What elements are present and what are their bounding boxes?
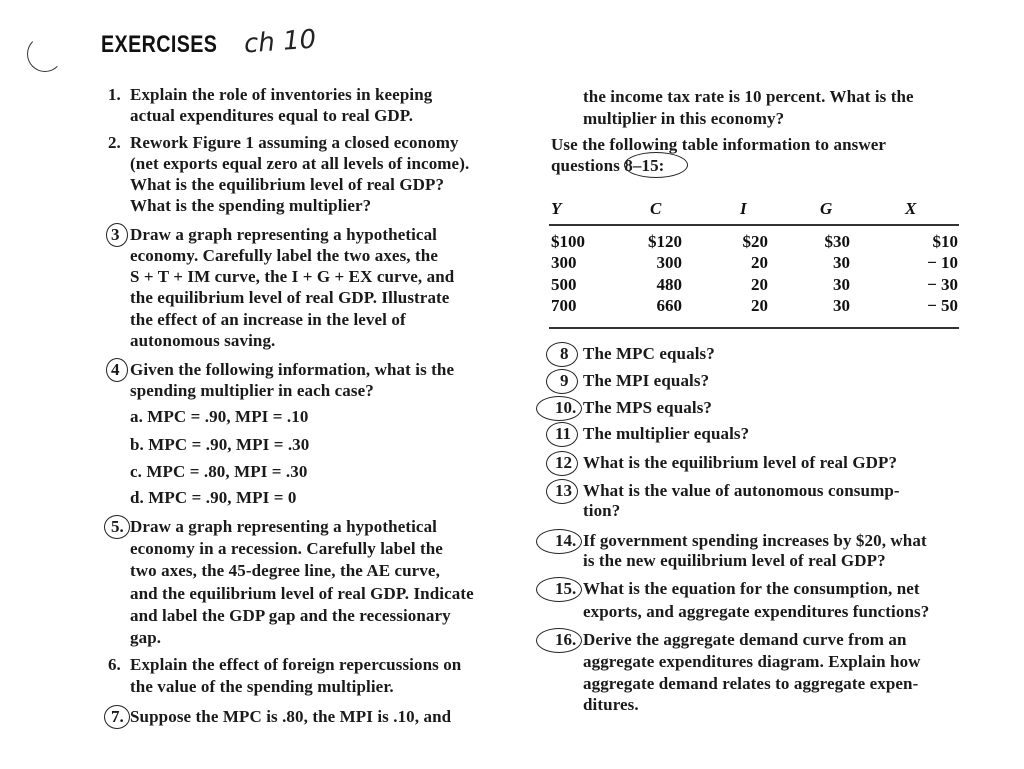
hand-drawn-circle [104, 705, 130, 729]
exercise-text-line: two axes, the 45-degree line, the AE curve, [130, 561, 440, 580]
table-cell: 300 [656, 253, 682, 272]
exercise-text-line: Suppose the MPC is .80, the MPI is .10, and [130, 707, 452, 726]
table-cell: $120 [648, 232, 682, 251]
question-text-line: is the new equilibrium level of real GDP? [583, 551, 886, 570]
table-header: Y [551, 199, 562, 218]
table-cell: 700 [551, 296, 577, 315]
exercise-text-line: autonomous saving. [130, 331, 276, 350]
question-number: 11 [555, 424, 572, 443]
hand-drawn-circle [546, 422, 578, 447]
hand-drawn-circle [536, 577, 582, 602]
exercise-text-line: a. MPC = .90, MPI = .10 [130, 407, 309, 426]
table-header: X [905, 199, 917, 218]
table-intro-line: Use the following table information to answer [551, 135, 887, 154]
hand-drawn-circle [106, 358, 128, 382]
exercise-text-line: multiplier in this economy? [583, 109, 785, 128]
table-cell: 20 [751, 275, 768, 294]
question-number: 8 [560, 344, 569, 363]
table-cell: 30 [833, 253, 850, 272]
question-number: 9 [560, 371, 569, 390]
table-header: C [650, 199, 662, 218]
exercise-text-line: S + T + IM curve, the I + G + EX curve, and [130, 267, 455, 286]
exercise-text-line: (net exports equal zero at all levels of income). [130, 154, 470, 173]
table-cell: 480 [656, 275, 682, 294]
exercise-text-line: d. MPC = .90, MPI = 0 [130, 488, 297, 507]
question-number: 14. [555, 531, 577, 550]
table-header: I [740, 199, 747, 218]
question-number: 15. [555, 579, 577, 598]
table-intro-line: questions 8–15: [551, 156, 665, 175]
question-text-line: The MPS equals? [583, 398, 713, 417]
exercise-text-line: Rework Figure 1 assuming a closed economy [130, 133, 459, 152]
exercise-text-line: the effect of an increase in the level of [130, 310, 406, 329]
table-cell: 20 [751, 296, 768, 315]
question-text-line: What is the value of autonomous consump- [583, 481, 900, 500]
question-text-line: The MPI equals? [583, 371, 710, 390]
exercise-text-line: c. MPC = .80, MPI = .30 [130, 462, 308, 481]
table-cell: $30 [824, 232, 850, 251]
hand-drawn-circle [536, 396, 582, 421]
table-cell: − 30 [927, 275, 958, 294]
table-cell: − 10 [927, 253, 958, 272]
exercise-text-line: Explain the role of inventories in keeping [130, 85, 433, 104]
question-text-line: What is the equilibrium level of real GDP? [583, 453, 898, 472]
margin-hole-mark [27, 36, 63, 72]
table-cell: $100 [551, 232, 585, 251]
exercise-text-line: actual expenditures equal to real GDP. [130, 106, 414, 125]
exercise-text-line: Explain the effect of foreign repercussions on [130, 655, 462, 674]
question-text-line: aggregate expenditures diagram. Explain how [583, 652, 921, 671]
exercise-text-line: and label the GDP gap and the recessionary [130, 606, 451, 625]
table-header: G [820, 199, 833, 218]
table-top-rule [549, 224, 959, 226]
exercise-text-line: Draw a graph representing a hypothetical [130, 517, 438, 536]
table-cell: 660 [656, 296, 682, 315]
question-text-line: ditures. [583, 695, 639, 714]
exercise-text-line: Draw a graph representing a hypothetical [130, 225, 438, 244]
table-cell: 500 [551, 275, 577, 294]
hand-drawn-circle [546, 369, 578, 394]
exercise-text-line: the income tax rate is 10 percent. What is the [583, 87, 914, 106]
table-cell: $20 [742, 232, 768, 251]
item-number: 3 [111, 225, 120, 244]
question-number: 16. [555, 630, 577, 649]
table-cell: − 50 [927, 296, 958, 315]
question-number: 13 [555, 481, 572, 500]
handwritten-note: ch 10 [243, 24, 318, 60]
table-cell: 20 [751, 253, 768, 272]
table-cell: 300 [551, 253, 577, 272]
hand-drawn-circle [546, 479, 578, 504]
exercise-text-line: the equilibrium level of real GDP. Illustrate [130, 288, 450, 307]
question-number: 10. [555, 398, 577, 417]
hand-drawn-circle [536, 529, 582, 554]
item-number: 4 [111, 360, 120, 379]
question-text-line: Derive the aggregate demand curve from an [583, 630, 907, 649]
question-text-line: The multiplier equals? [583, 424, 750, 443]
hand-drawn-circle [624, 152, 688, 178]
item-number: 6. [108, 655, 121, 674]
table-cell: 30 [833, 296, 850, 315]
item-number: 5. [111, 517, 124, 536]
exercise-text-line: What is the equilibrium level of real GDP? [130, 175, 445, 194]
hand-drawn-circle [546, 342, 578, 367]
hand-drawn-circle [106, 223, 128, 247]
exercise-text-line: spending multiplier in each case? [130, 381, 374, 400]
question-text-line: aggregate demand relates to aggregate expen- [583, 674, 919, 693]
page-title: EXERCISES [101, 31, 218, 58]
exercise-text-line: Given the following information, what is the [130, 360, 455, 379]
exercise-text-line: economy. Carefully label the two axes, the [130, 246, 438, 265]
exercise-text-line: economy in a recession. Carefully label the [130, 539, 443, 558]
exercise-text-line: the value of the spending multiplier. [130, 677, 394, 696]
table-cell: 30 [833, 275, 850, 294]
question-text-line: What is the equation for the consumption, net [583, 579, 920, 598]
table-bottom-rule [549, 327, 959, 329]
question-text-line: tion? [583, 501, 621, 520]
question-text-line: If government spending increases by $20, what [583, 531, 927, 550]
exercise-text-line: gap. [130, 628, 162, 647]
item-number: 7. [111, 707, 124, 726]
question-number: 12 [555, 453, 572, 472]
table-cell: $10 [932, 232, 958, 251]
item-number: 1. [108, 85, 121, 104]
hand-drawn-circle [104, 515, 130, 539]
item-number: 2. [108, 133, 121, 152]
exercise-text-line: and the equilibrium level of real GDP. Indicate [130, 584, 474, 603]
exercise-text-line: b. MPC = .90, MPI = .30 [130, 435, 310, 454]
exercise-text-line: What is the spending multiplier? [130, 196, 372, 215]
hand-drawn-circle [546, 451, 578, 476]
question-text-line: The MPC equals? [583, 344, 715, 363]
question-text-line: exports, and aggregate expenditures functions? [583, 602, 930, 621]
hand-drawn-circle [536, 628, 582, 653]
